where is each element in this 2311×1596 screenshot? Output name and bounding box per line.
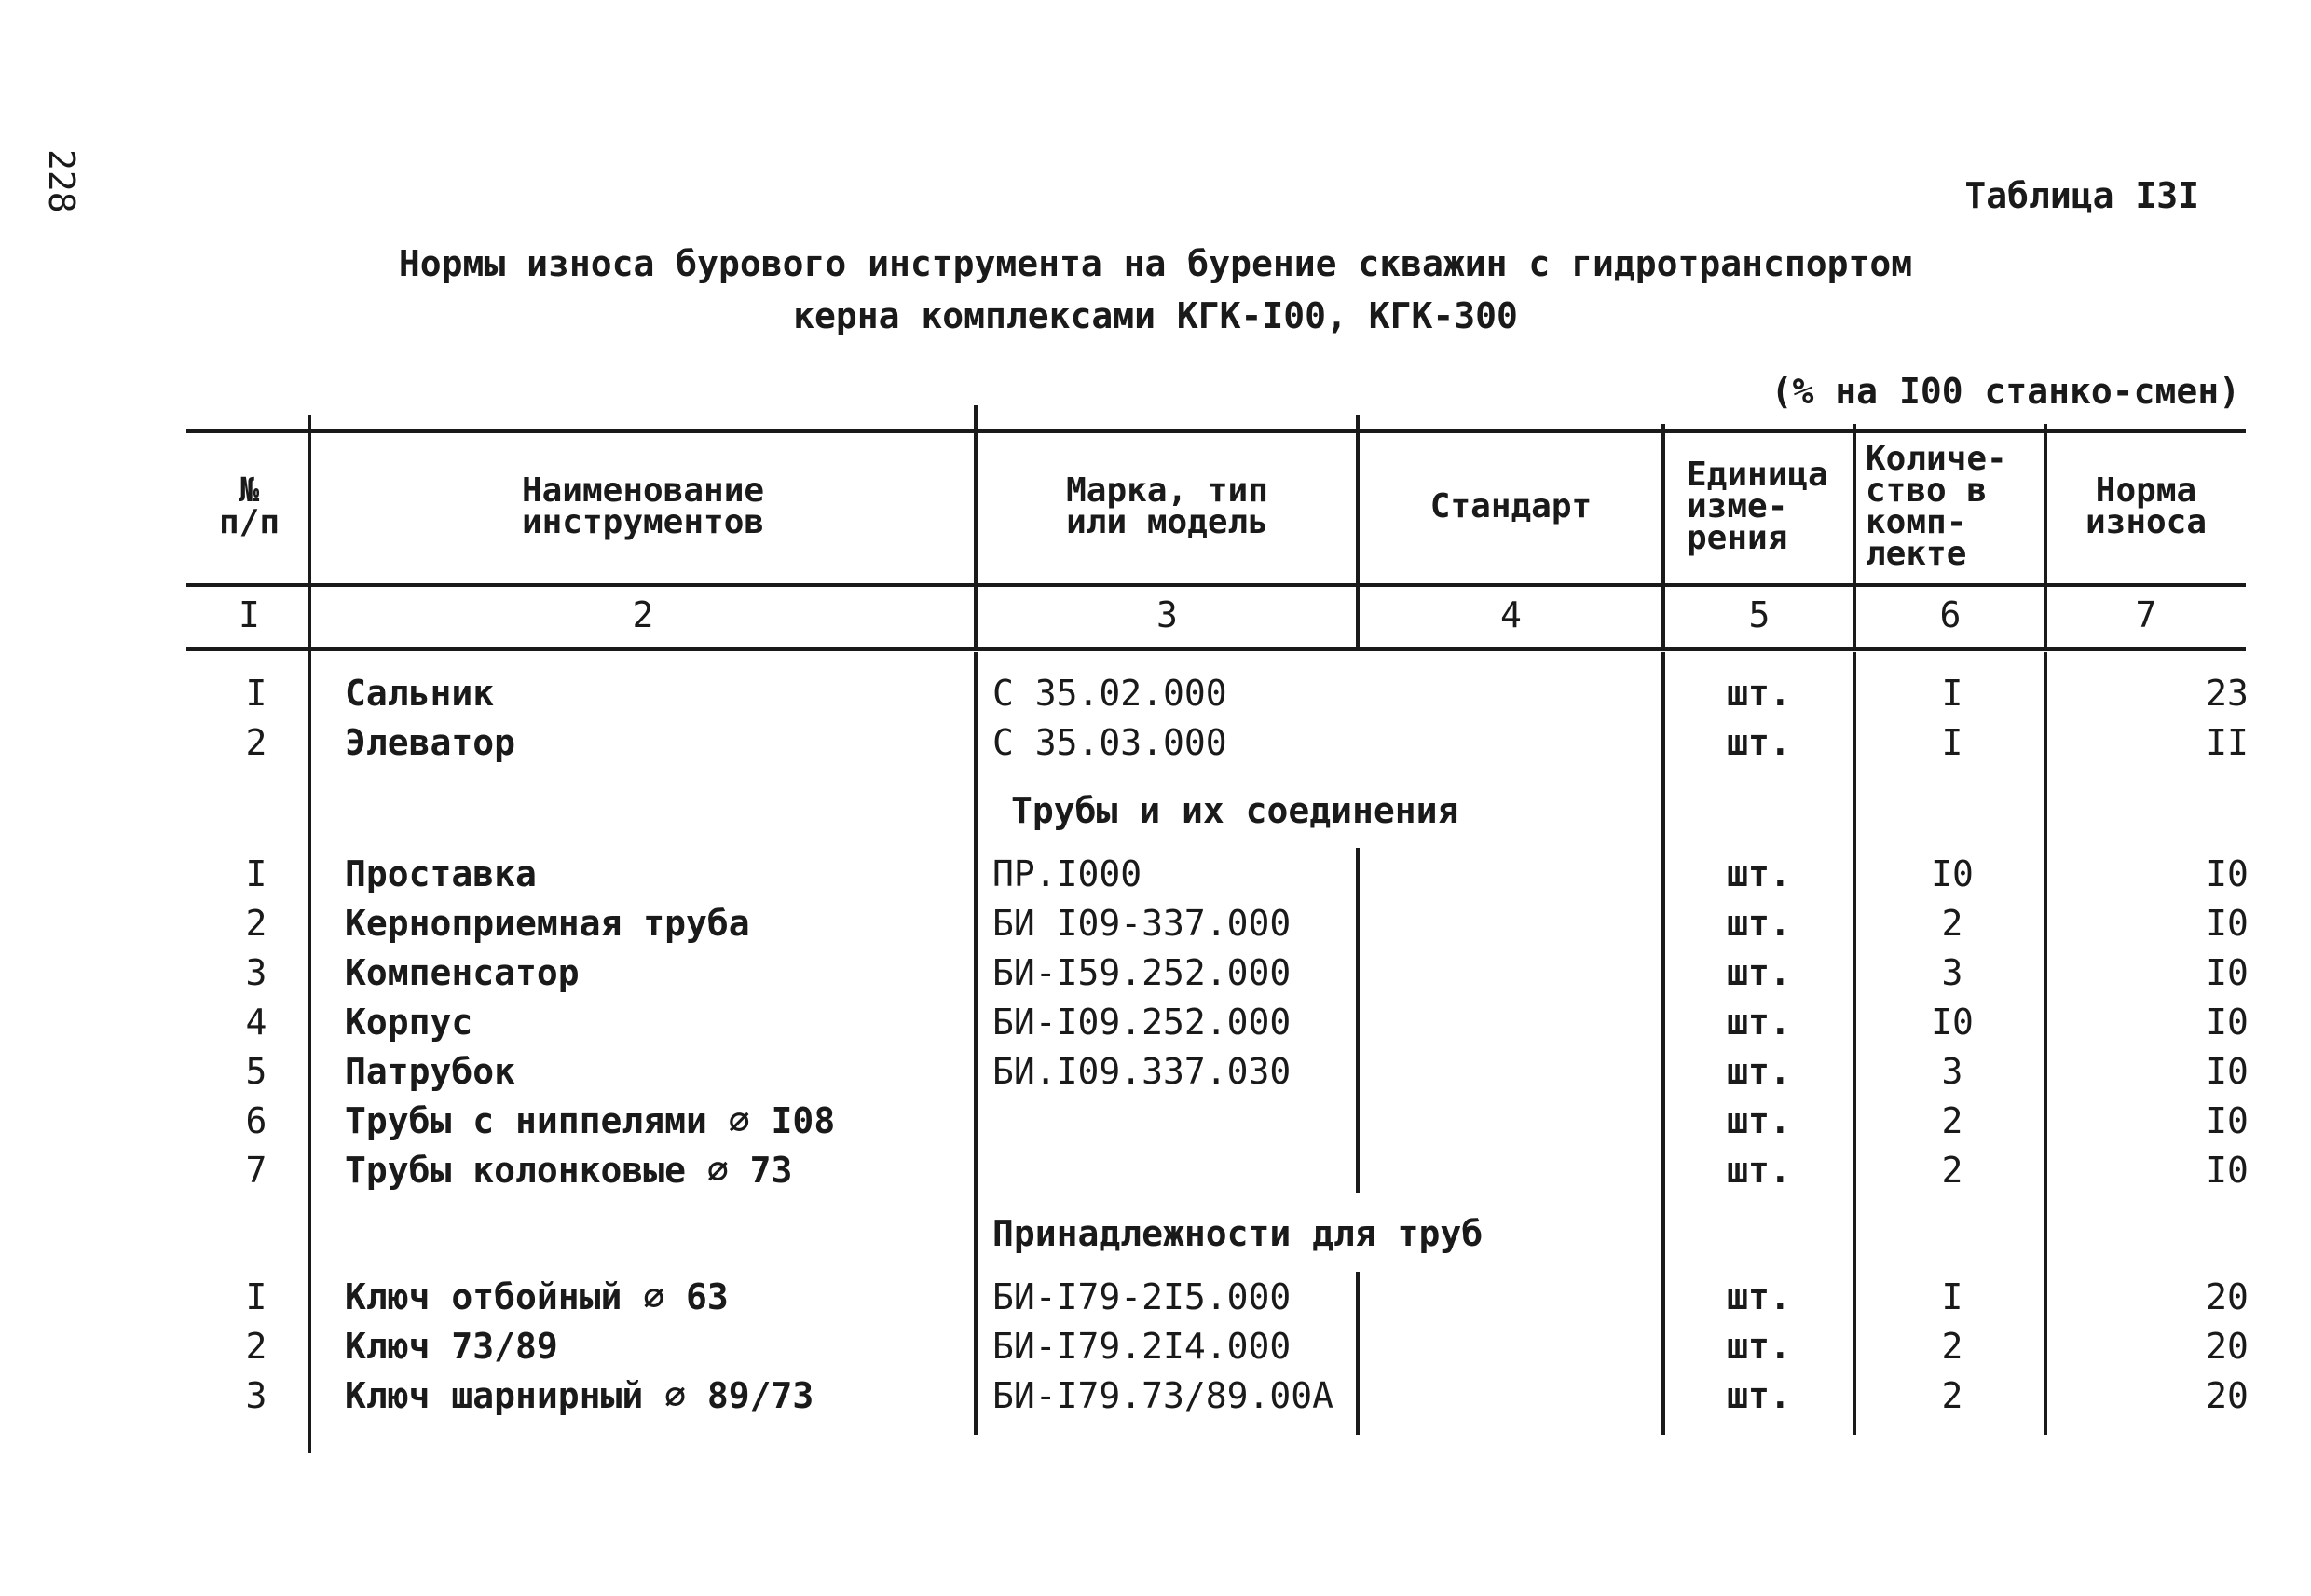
row-num: 2 [245,1326,267,1367]
row-name: Сальник [345,673,495,714]
row-name: Трубы колонковые ∅ 73 [345,1150,793,1191]
row-name: Патрубок [345,1051,516,1092]
row-qty: 3 [1941,1051,1963,1092]
section-title-pipes: Трубы и их соединения [1011,790,1459,831]
row-num: 2 [245,903,267,944]
row-unit: шт. [1727,673,1791,714]
row-norm: 20 [2206,1326,2249,1367]
page-number: 228 [41,149,82,213]
row-qty: 2 [1941,1150,1963,1191]
row-name: Керноприемная труба [345,903,750,944]
row-model: С 35.03.000 [992,722,1227,763]
row-model: БИ-I79-2I5.000 [992,1276,1292,1317]
row-unit: шт. [1727,853,1791,894]
header-qty: Количе- ство в комп- лекте [1866,440,2007,573]
row-unit: шт. [1727,952,1791,993]
row-qty: I [1941,722,1963,763]
row-qty: 2 [1941,1326,1963,1367]
row-norm: I0 [2206,1051,2249,1092]
row-norm: I0 [2206,903,2249,944]
row-num: 4 [245,1002,267,1043]
row-unit: шт. [1727,1051,1791,1092]
row-num: 3 [245,952,267,993]
row-norm: 20 [2206,1375,2249,1416]
row-unit: шт. [1727,1002,1791,1043]
header-model: Марка, тип или модель [1066,471,1268,541]
row-model: С 35.02.000 [992,673,1227,714]
row-qty: I [1941,1276,1963,1317]
col-divider-3-body-a [1356,848,1360,1193]
row-qty: I0 [1931,853,1974,894]
row-name: Корпус [345,1002,473,1043]
row-name: Ключ отбойный ∅ 63 [345,1276,729,1317]
row-norm: 20 [2206,1276,2249,1317]
row-name: Ключ шарнирный ∅ 89/73 [345,1375,814,1416]
col-number-1: I [239,594,260,635]
row-norm: I0 [2206,1150,2249,1191]
row-norm: I0 [2206,952,2249,993]
col-number-6: 6 [1939,594,1962,635]
row-model [992,1146,1347,1194]
row-qty: I0 [1931,1002,1974,1043]
row-num: 3 [245,1375,267,1416]
col-divider-2-header [974,405,978,648]
row-norm: 23 [2206,673,2249,714]
col-divider-6-header [2044,424,2047,648]
row-model: ПР.I000 [992,853,1142,894]
row-unit: шт. [1727,1276,1791,1317]
row-model: БИ.I09.337.030 [992,1051,1292,1092]
row-norm: II [2206,722,2249,763]
col-divider-5-body [1853,652,1856,1435]
row-norm: I0 [2206,853,2249,894]
col-divider-3-header [1356,415,1360,648]
row-name: Проставка [345,853,537,894]
title-line-2: керна комплексами КГК-I00, КГК-300 [793,295,1518,336]
header-standard: Стандарт [1429,487,1593,525]
header-num: № п/п [218,471,280,541]
header-unit: Единица изме- рения [1687,456,1828,557]
row-norm: I0 [2206,1100,2249,1141]
row-unit: шт. [1727,1326,1791,1367]
row-model: БИ-I79.73/89.00А [992,1375,1334,1416]
col-number-7: 7 [2135,594,2157,635]
col-number-4: 4 [1500,594,1522,635]
row-model [992,1097,1347,1145]
title-line-1: Нормы износа бурового инструмента на бурение скважин с гидротранспортом [398,243,1913,284]
section-title-accessories: Принадлежности для труб [992,1213,1484,1254]
row-num: 2 [245,722,267,763]
row-model: БИ-I09.252.000 [992,1002,1292,1043]
row-unit: шт. [1727,903,1791,944]
col-divider-3-body-b [1356,1272,1360,1435]
row-unit: шт. [1727,722,1791,763]
row-qty: 2 [1941,1100,1963,1141]
row-num: I [245,673,267,714]
row-unit: шт. [1727,1375,1791,1416]
col-divider-4-body [1661,652,1665,1435]
col-divider-5-header [1853,424,1856,648]
header-name: Наименование инструментов [521,471,765,541]
table-title [0,238,2311,342]
row-name: Трубы с ниппелями ∅ I08 [345,1100,836,1141]
table-label: Таблица I3I [1964,175,2199,216]
row-name: Компенсатор [345,952,580,993]
row-num: 6 [245,1100,267,1141]
row-num: I [245,853,267,894]
row-num: 7 [245,1150,267,1191]
col-divider-4-header [1661,424,1665,648]
row-name: Элеватор [345,722,516,763]
row-num: 5 [245,1051,267,1092]
row-model: БИ I09-337.000 [992,903,1292,944]
row-qty: 2 [1941,903,1963,944]
row-norm: I0 [2206,1002,2249,1043]
col-divider-2-body [974,652,978,1435]
row-num: I [245,1276,267,1317]
row-qty: 3 [1941,952,1963,993]
header-norm: Норма износа [2085,471,2208,541]
row-unit: шт. [1727,1100,1791,1141]
row-model: БИ-I79.2I4.000 [992,1326,1292,1367]
row-model: БИ-I59.252.000 [992,952,1292,993]
col-number-3: 3 [1156,594,1178,635]
col-number-2: 2 [632,594,654,635]
numbers-rule [186,647,2246,651]
row-unit: шт. [1727,1150,1791,1191]
row-name: Ключ 73/89 [345,1326,558,1367]
row-qty: 2 [1941,1375,1963,1416]
row-qty: I [1941,673,1963,714]
col-number-5: 5 [1748,594,1771,635]
units-note: (% на I00 станко-смен) [1771,371,2240,412]
